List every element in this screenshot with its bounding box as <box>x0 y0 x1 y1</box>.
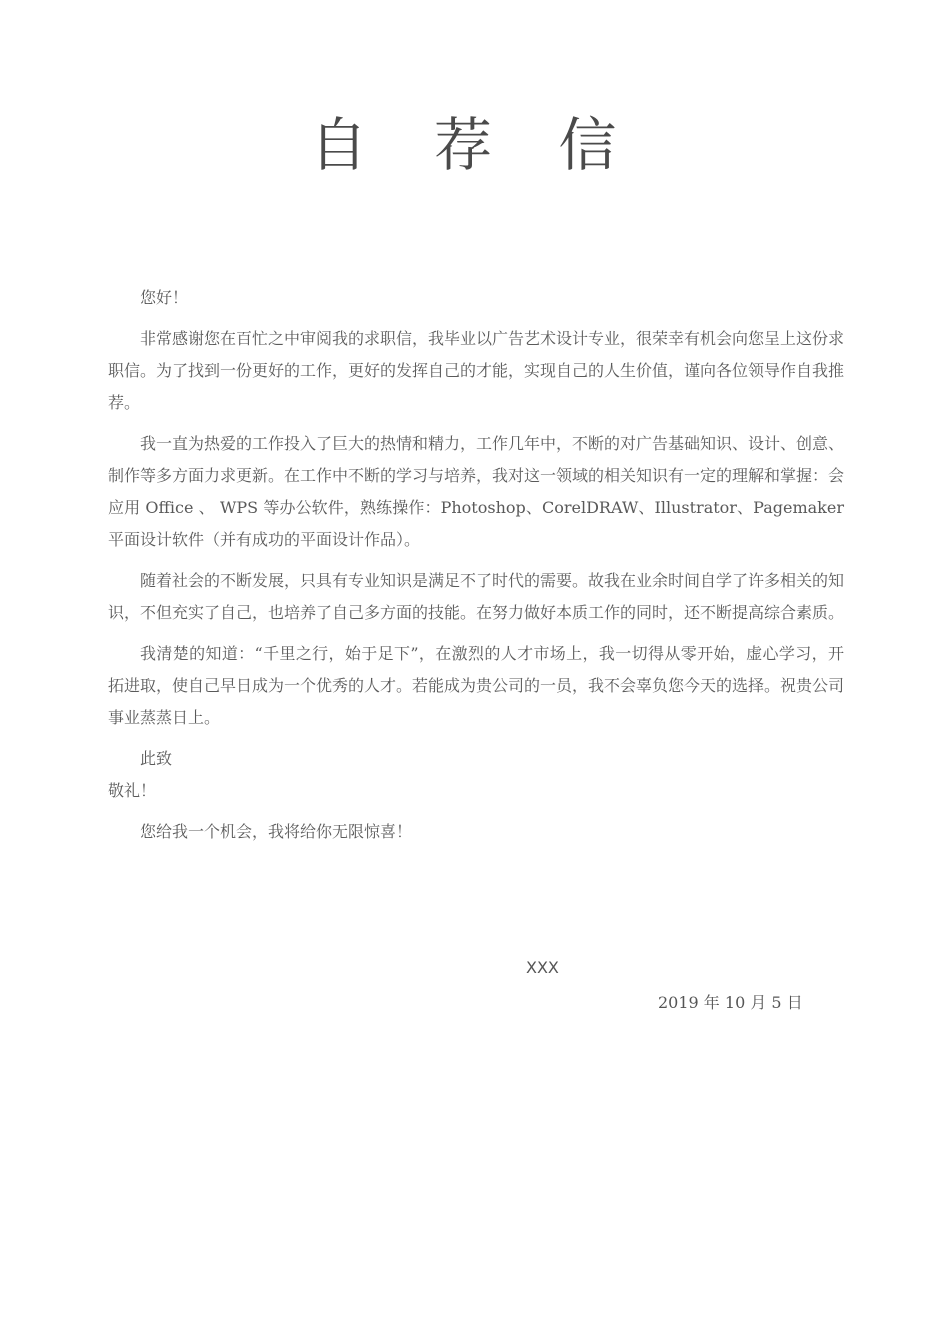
signature-date: 2019 年 10 月 5 日 <box>658 993 803 1012</box>
paragraph-1: 非常感谢您在百忙之中审阅我的求职信，我毕业以广告艺术设计专业，很荣幸有机会向您呈上这份求职信。为了找到一份更好的工作，更好的发挥自己的才能，实现自己的人生价值，谨向各位领导作自我推荐。 <box>108 329 845 412</box>
paragraph-3: 随着社会的不断发展，只具有专业知识是满足不了时代的需要。故我在业余时间自学了许多相关的知识，不但充实了自己，也培养了自己多方面的技能。在努力做好本质工作的同时，还不断提高综合素质。 <box>108 571 845 622</box>
paragraph-2: 我一直为热爱的工作投入了巨大的热情和精力，工作几年中，不断的对广告基础知识、设计、创意、制作等多方面力求更新。在工作中不断的学习与培养，我对这一领域的相关知识有一定的理解和掌握：会应用 Office 、 WPS 等办公软件，熟练操作：Photoshop、CorelDRAW、Illustrator、Pagemaker 平面设计软件（并有成功的平面设计作品）。 <box>108 434 845 549</box>
letter-body <box>108 282 844 857</box>
closing-ci-zhi: 此致 <box>140 749 173 768</box>
closing-opportunity: 您给我一个机会，我将给你无限惊喜！ <box>140 822 413 841</box>
letter-title: 自 荐 信 <box>309 111 641 179</box>
greeting: 您好！ <box>140 288 189 307</box>
paragraph-4: 我清楚的知道：“千里之行，始于足下”，在激烈的人才市场上，我一切得从零开始，虚心学习，开拓进取，使自己早日成为一个优秀的人才。若能成为贵公司的一员，我不会辜负您今天的选择。祝贵公司事业蒸蒸日上。 <box>108 644 845 727</box>
closing-jing-li: 敬礼！ <box>108 781 157 800</box>
signature-name: XXX <box>526 958 559 977</box>
